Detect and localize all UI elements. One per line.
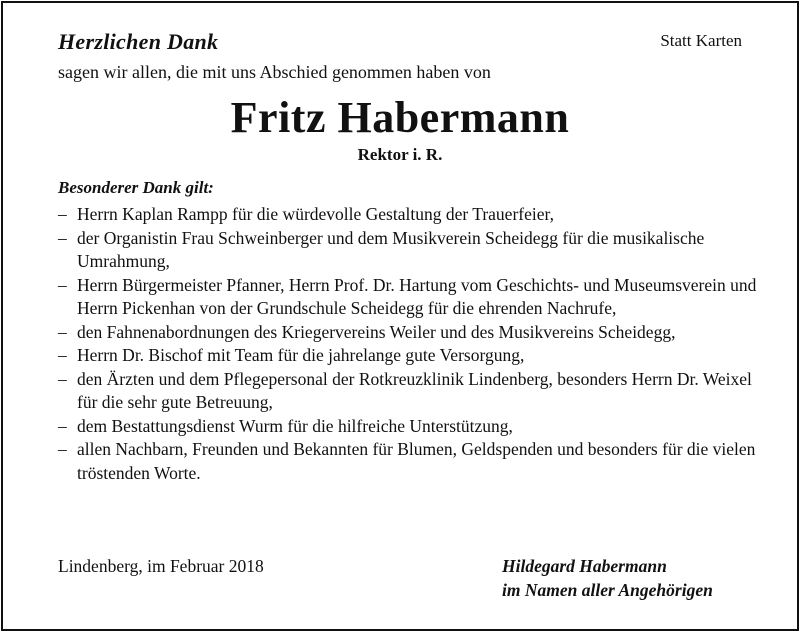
statt-karten-label: Statt Karten	[660, 31, 742, 50]
list-item	[58, 415, 758, 439]
deceased-name: Fritz Habermann	[230, 93, 570, 142]
list-item	[58, 344, 758, 368]
signature-name: Hildegard Habermann	[502, 556, 667, 576]
dash-bullet: –	[58, 345, 67, 365]
list-item	[58, 438, 758, 485]
list-item	[58, 368, 758, 415]
signature-line: im Namen aller Angehörigen	[502, 580, 713, 600]
thanks-heading: Herzlichen Dank	[58, 29, 219, 54]
list-item	[58, 227, 758, 274]
list-item-text: Herrn Kaplan Rampp für die würdevolle Gestaltung der Trauerfeier,	[77, 204, 554, 224]
list-item-text: den Fahnenabordnungen des Kriegervereins Weiler und des Musikvereins Scheidegg,	[77, 321, 676, 342]
dash-bullet: –	[58, 368, 67, 389]
list-item	[58, 321, 758, 345]
list-item-text: Herrn Bürgermeister Pfanner, Herrn Prof. Dr. Hartung vom Geschichts- und Museumsverein und Herrn Pickenhan von der Grundschule Scheidegg für die ehrenden Nachrufe,	[77, 274, 757, 318]
thanks-list	[58, 203, 758, 485]
dash-bullet: –	[58, 204, 67, 224]
list-item-text: Herrn Dr. Bischof mit Team für die jahrelange gute Versorgung,	[77, 345, 525, 365]
special-thanks-heading: Besonderer Dank gilt:	[58, 178, 214, 197]
dash-bullet: –	[58, 321, 67, 342]
intro-text: sagen wir allen, die mit uns Abschied genommen haben von	[58, 62, 491, 82]
dash-bullet: –	[58, 415, 67, 436]
list-item-text: den Ärzten und dem Pflegepersonal der Rotkreuzklinik Lindenberg, besonders Herrn Dr. Weixel für die sehr gute Betreuung,	[77, 368, 752, 412]
deceased-title: Rektor i. R.	[357, 145, 443, 164]
list-item-text: dem Bestattungsdienst Wurm für die hilfreiche Unterstützung,	[77, 415, 513, 436]
list-item-text: allen Nachbarn, Freunden und Bekannten für Blumen, Geldspenden und besonders für die vielen tröstenden Worte.	[77, 439, 756, 483]
dash-bullet: –	[58, 439, 67, 459]
list-item	[58, 203, 758, 227]
dash-bullet: –	[58, 227, 67, 248]
list-item	[58, 274, 758, 321]
dash-bullet: –	[58, 274, 67, 295]
list-item-text: der Organistin Frau Schweinberger und dem Musikverein Scheidegg für die musikalische Umrahmung,	[77, 227, 705, 271]
place-date: Lindenberg, im Februar 2018	[58, 556, 264, 576]
